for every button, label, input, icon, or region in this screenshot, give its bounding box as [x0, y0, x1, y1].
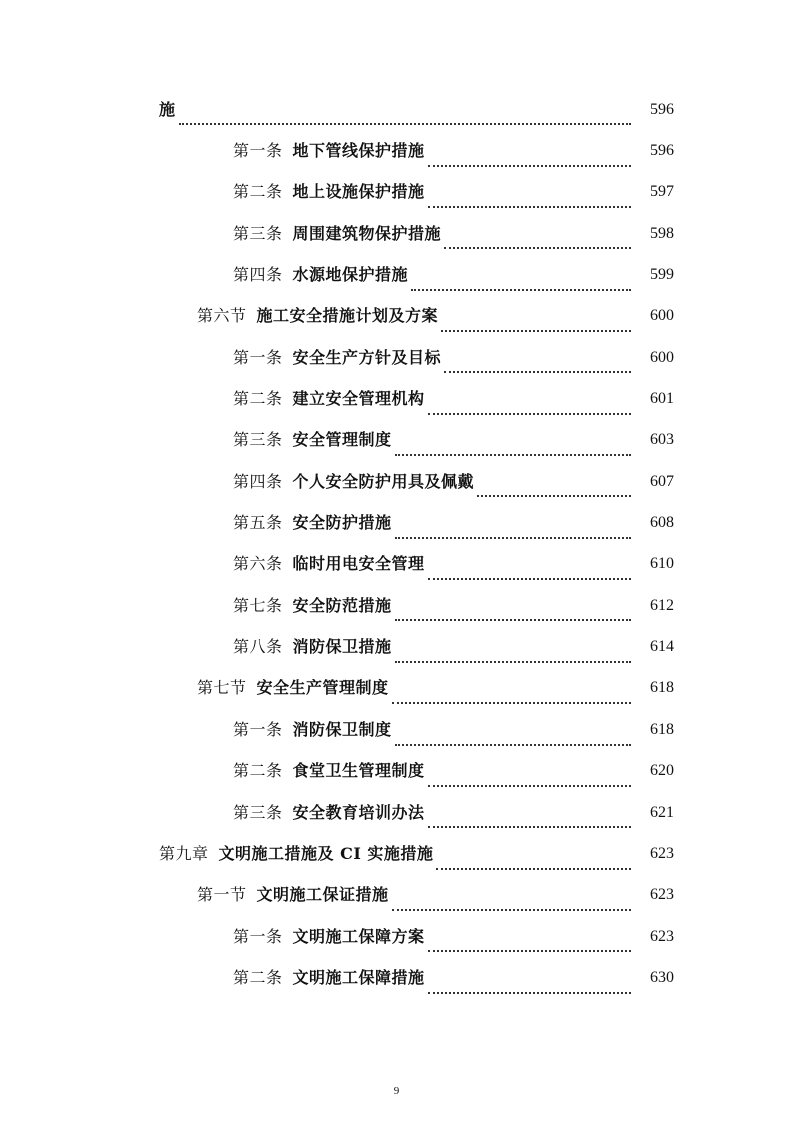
dot-leader — [441, 329, 631, 332]
toc-entry[interactable] — [0, 130, 793, 171]
toc-entry-number: 第二条 — [233, 761, 283, 781]
toc-entry[interactable] — [0, 337, 793, 378]
toc-entry-number: 第六条 — [233, 554, 283, 574]
toc-entry-number: 第八条 — [233, 637, 283, 657]
toc-entry-page: 608 — [650, 514, 674, 532]
toc-entry[interactable] — [0, 461, 793, 502]
toc-entry-number: 第六节 — [197, 306, 247, 326]
toc-entry-title: 安全教育培训办法 — [292, 802, 425, 822]
toc-entry-title: 文明施工保障措施 — [292, 967, 425, 987]
toc-entry-title: 安全防范措施 — [292, 595, 392, 615]
dot-leader — [395, 453, 631, 456]
toc-entry[interactable] — [0, 833, 793, 874]
toc-entry-title: 地上设施保护措施 — [292, 182, 425, 202]
toc-entry-page: 623 — [650, 886, 674, 904]
toc-entry-page: 623 — [650, 927, 674, 945]
toc-entry[interactable] — [0, 875, 793, 916]
toc-entry-number: 第九章 — [159, 843, 209, 863]
toc-entry[interactable] — [0, 626, 793, 667]
toc-entry-title: 食堂卫生管理制度 — [292, 761, 425, 781]
toc-entry-number: 第四条 — [233, 265, 283, 285]
toc-entry[interactable] — [0, 792, 793, 833]
toc-entry[interactable] — [0, 254, 793, 295]
toc-entry-number: 第二条 — [233, 967, 283, 987]
toc-entry-title: 安全生产管理制度 — [256, 678, 389, 698]
toc-entry-number: 第五条 — [233, 513, 283, 533]
toc-entry-number: 第四条 — [233, 471, 283, 491]
toc-entry-number: 第二条 — [233, 389, 283, 409]
toc-entry[interactable] — [0, 296, 793, 337]
toc-entry-title: 安全生产方针及目标 — [292, 347, 442, 367]
dot-leader — [444, 370, 631, 373]
toc-entry-title: 施工安全措施计划及方案 — [256, 306, 439, 326]
toc-entry-page: 610 — [650, 555, 674, 573]
toc-entry-title: 施 — [159, 99, 176, 119]
toc-entry[interactable] — [0, 420, 793, 461]
dot-leader — [411, 288, 631, 291]
toc-entry-number: 第一条 — [233, 347, 283, 367]
toc-entry-title: 临时用电安全管理 — [292, 554, 425, 574]
dot-leader — [392, 701, 631, 704]
toc-entry[interactable] — [0, 89, 793, 130]
dot-leader — [179, 122, 631, 125]
toc-entry-page: 598 — [650, 224, 674, 242]
toc-entry-number: 第七条 — [233, 595, 283, 615]
toc-entry[interactable] — [0, 916, 793, 957]
toc-entry-title: 周围建筑物保护措施 — [292, 223, 442, 243]
dot-leader — [428, 784, 631, 787]
dot-leader — [428, 991, 631, 994]
toc-entry-title: 消防保卫措施 — [292, 637, 392, 657]
toc-entry-title: 文明施工保证措施 — [256, 885, 389, 905]
toc-entry-page: 596 — [650, 142, 674, 160]
toc-entry-title: 文明施工措施及 CI 实施措施 — [218, 843, 434, 863]
toc-entry-page: 597 — [650, 183, 674, 201]
dot-leader — [395, 536, 631, 539]
toc-entry-number: 第三条 — [233, 802, 283, 822]
toc-entry-page: 607 — [650, 472, 674, 490]
dot-leader — [395, 618, 631, 621]
dot-leader — [436, 867, 631, 870]
toc-entry-number: 第三条 — [233, 430, 283, 450]
toc-entry-number: 第一条 — [233, 926, 283, 946]
dot-leader — [392, 908, 631, 911]
dot-leader — [395, 660, 631, 663]
toc-entry[interactable] — [0, 709, 793, 750]
dot-leader — [428, 949, 631, 952]
toc-entry[interactable] — [0, 957, 793, 998]
toc-entry-page: 623 — [650, 844, 674, 862]
dot-leader — [428, 825, 631, 828]
toc-entry-page: 618 — [650, 720, 674, 738]
toc-entry-page: 600 — [650, 307, 674, 325]
toc-entry-number: 第二条 — [233, 182, 283, 202]
toc-entry-page: 601 — [650, 390, 674, 408]
dot-leader — [477, 494, 631, 497]
toc-entry-number: 第七节 — [197, 678, 247, 698]
toc-entry-title: 水源地保护措施 — [292, 265, 409, 285]
toc-entry[interactable] — [0, 502, 793, 543]
toc-entry-page: 618 — [650, 679, 674, 697]
toc-entry[interactable] — [0, 544, 793, 585]
toc-entry-title: 地下管线保护措施 — [292, 141, 425, 161]
toc-entry-number: 第一条 — [233, 141, 283, 161]
dot-leader — [428, 205, 631, 208]
toc-entry-title: 文明施工保障方案 — [292, 926, 425, 946]
toc-entry[interactable] — [0, 751, 793, 792]
toc-entry-title: 消防保卫制度 — [292, 719, 392, 739]
toc-entry[interactable] — [0, 668, 793, 709]
toc-entry-title: 建立安全管理机构 — [292, 389, 425, 409]
toc-entry-title: 个人安全防护用具及佩戴 — [292, 471, 475, 491]
toc-entry[interactable] — [0, 585, 793, 626]
toc-entry[interactable] — [0, 213, 793, 254]
toc-entry-number: 第一条 — [233, 719, 283, 739]
toc-entry-page: 614 — [650, 638, 674, 656]
toc-entry-number: 第三条 — [233, 223, 283, 243]
dot-leader — [428, 412, 631, 415]
dot-leader — [428, 164, 631, 167]
toc-entry-page: 599 — [650, 266, 674, 284]
toc-entry[interactable] — [0, 378, 793, 419]
toc-entry-page: 603 — [650, 431, 674, 449]
toc-entry-page: 620 — [650, 762, 674, 780]
toc-entry-page: 630 — [650, 968, 674, 986]
toc-entry-title: 安全管理制度 — [292, 430, 392, 450]
table-of-contents — [0, 89, 793, 999]
page-number: 9 — [393, 1085, 400, 1097]
toc-entry-page: 600 — [650, 348, 674, 366]
dot-leader — [428, 577, 631, 580]
toc-entry[interactable] — [0, 172, 793, 213]
toc-entry-page: 612 — [650, 596, 674, 614]
dot-leader — [395, 743, 631, 746]
toc-entry-title: 安全防护措施 — [292, 513, 392, 533]
toc-entry-number: 第一节 — [197, 885, 247, 905]
toc-entry-page: 621 — [650, 803, 674, 821]
dot-leader — [444, 246, 631, 249]
toc-entry-page: 596 — [650, 100, 674, 118]
